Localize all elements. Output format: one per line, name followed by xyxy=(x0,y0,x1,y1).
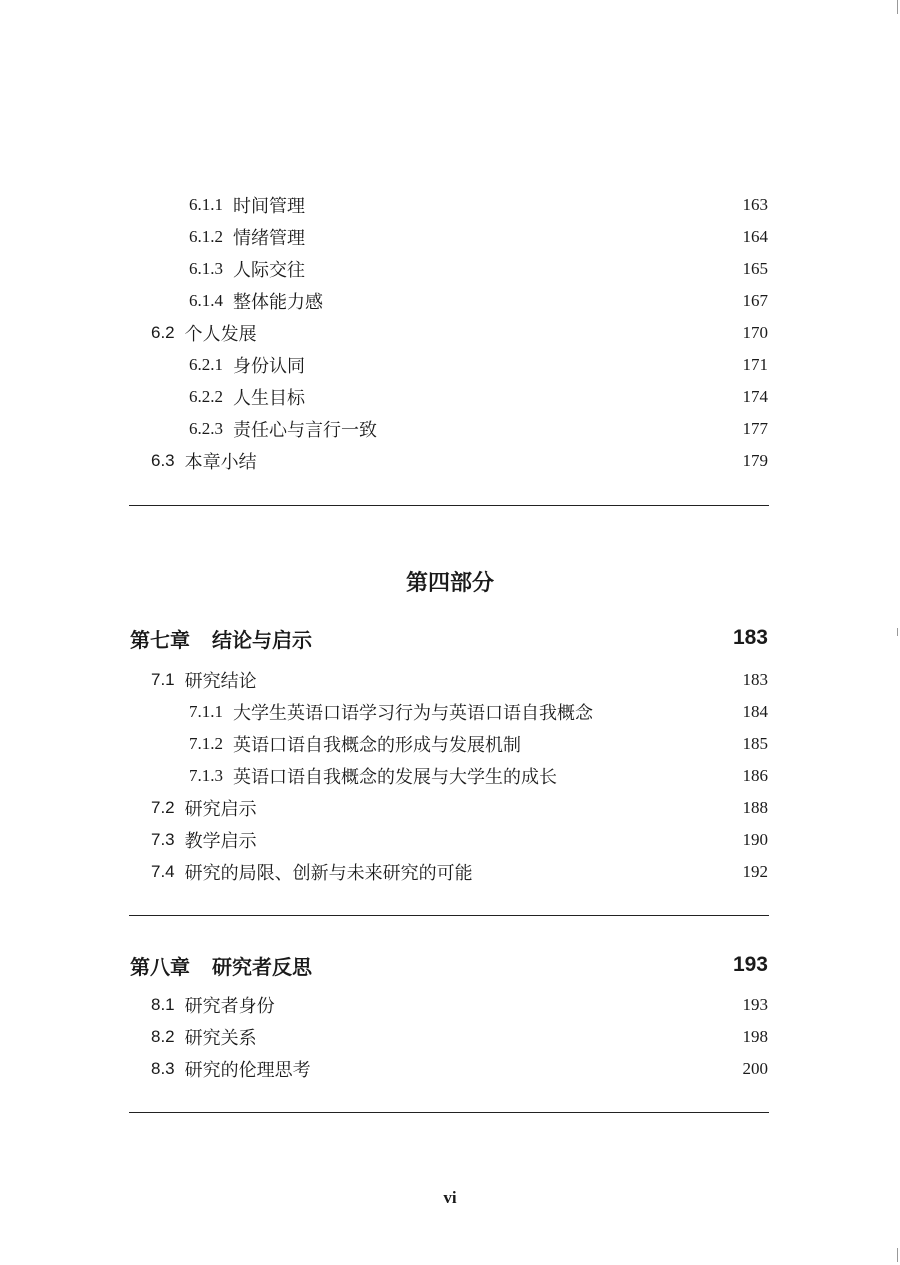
toc-entry-title: 研究结论 xyxy=(184,671,257,692)
toc-entry-page: 174 xyxy=(742,387,768,406)
toc-entry-title: 身份认同 xyxy=(233,356,305,377)
toc-entry-title: 个人发展 xyxy=(184,324,257,345)
toc-entry-number: 6.2.2 xyxy=(189,387,223,406)
section-divider xyxy=(129,1112,769,1113)
toc-entry-6-2 xyxy=(0,319,900,347)
toc-entry-6-1-3 xyxy=(0,255,900,283)
toc-entry-number: 7.1 xyxy=(151,670,175,689)
toc-entry-6-1-2 xyxy=(0,223,900,251)
toc-entry-title: 大学生英语口语学习行为与英语口语自我概念 xyxy=(233,703,593,724)
toc-entry-page: 188 xyxy=(742,798,768,817)
toc-entry-7-1-3 xyxy=(0,762,900,790)
chapter-number: 第七章 xyxy=(130,627,190,652)
toc-entry-title: 人际交往 xyxy=(233,260,305,281)
toc-entry-title: 责任心与言行一致 xyxy=(233,420,377,441)
toc-entry-title: 教学启示 xyxy=(184,831,257,852)
toc-entry-number: 7.2 xyxy=(151,798,175,817)
toc-entry-title: 本章小结 xyxy=(184,452,257,473)
toc-entry-title: 研究的伦理思考 xyxy=(184,1060,311,1081)
toc-entry-6-2-1 xyxy=(0,351,900,379)
toc-entry-7-3 xyxy=(0,826,900,854)
chapter-title: 研究者反思 xyxy=(212,954,312,979)
toc-entry-7-1 xyxy=(0,666,900,694)
toc-entry-number: 6.1.3 xyxy=(189,259,223,278)
section-divider xyxy=(129,915,769,916)
toc-entry-title: 人生目标 xyxy=(233,388,305,409)
toc-entry-page: 165 xyxy=(742,259,768,278)
toc-entry-page: 163 xyxy=(742,195,768,214)
section-divider xyxy=(129,505,769,506)
toc-entry-page: 186 xyxy=(742,766,768,785)
toc-entry-title: 研究关系 xyxy=(184,1028,257,1049)
toc-chapter-8 xyxy=(0,951,900,979)
page-number: vi xyxy=(443,1188,457,1207)
toc-entry-title: 研究启示 xyxy=(184,799,257,820)
toc-entry-number: 8.3 xyxy=(151,1059,175,1078)
toc-entry-title: 整体能力感 xyxy=(233,292,323,313)
toc-entry-7-1-2 xyxy=(0,730,900,758)
toc-entry-7-2 xyxy=(0,794,900,822)
toc-entry-page: 193 xyxy=(742,995,768,1014)
toc-entry-page: 167 xyxy=(742,291,768,310)
toc-entry-8-1 xyxy=(0,991,900,1019)
toc-entry-8-2 xyxy=(0,1023,900,1051)
toc-entry-page: 190 xyxy=(742,830,768,849)
toc-entry-title: 时间管理 xyxy=(233,196,305,217)
crop-mark xyxy=(897,0,898,14)
toc-entry-page: 164 xyxy=(742,227,768,246)
toc-entry-page: 192 xyxy=(742,862,768,881)
toc-entry-page: 170 xyxy=(742,323,768,342)
toc-entry-6-1-4 xyxy=(0,287,900,315)
toc-entry-number: 6.1.4 xyxy=(189,291,223,310)
toc-entry-8-3 xyxy=(0,1055,900,1083)
toc-entry-page: 185 xyxy=(742,734,768,753)
toc-entry-number: 7.4 xyxy=(151,862,175,881)
toc-entry-number: 6.2.3 xyxy=(189,419,223,438)
toc-entry-6-2-2 xyxy=(0,383,900,411)
toc-entry-6-3 xyxy=(0,447,900,475)
crop-mark xyxy=(897,1248,898,1262)
toc-entry-number: 7.1.2 xyxy=(189,734,223,753)
toc-entry-title: 研究的局限、创新与未来研究的可能 xyxy=(184,863,473,884)
toc-entry-number: 6.1.2 xyxy=(189,227,223,246)
toc-entry-title: 英语口语自我概念的发展与大学生的成长 xyxy=(233,767,557,788)
toc-entry-number: 7.1.3 xyxy=(189,766,223,785)
toc-entry-number: 7.3 xyxy=(151,830,175,849)
toc-entry-page: 177 xyxy=(742,419,768,438)
toc-entry-6-2-3 xyxy=(0,415,900,443)
toc-entry-page: 179 xyxy=(742,451,768,470)
toc-entry-6-1-1 xyxy=(0,191,900,219)
toc-entry-title: 情绪管理 xyxy=(233,228,305,249)
toc-entry-number: 7.1.1 xyxy=(189,702,223,721)
toc-entry-page: 184 xyxy=(742,702,768,721)
toc-entry-number: 8.2 xyxy=(151,1027,175,1046)
toc-entry-page: 171 xyxy=(742,355,768,374)
crop-mark xyxy=(897,628,898,636)
toc-entry-page: 198 xyxy=(742,1027,768,1046)
toc-entry-7-4 xyxy=(0,858,900,886)
chapter-number: 第八章 xyxy=(130,954,190,979)
toc-entry-page: 200 xyxy=(742,1059,768,1078)
toc-entry-title: 英语口语自我概念的形成与发展机制 xyxy=(233,735,521,756)
part-title: 第四部分 xyxy=(405,570,494,596)
toc-entry-number: 8.1 xyxy=(151,995,175,1014)
toc-chapter-7 xyxy=(0,624,900,652)
toc-entry-number: 6.2.1 xyxy=(189,355,223,374)
toc-entry-title: 研究者身份 xyxy=(184,996,275,1017)
toc-entry-number: 6.1.1 xyxy=(189,195,223,214)
toc-entry-7-1-1 xyxy=(0,698,900,726)
chapter-title: 结论与启示 xyxy=(212,627,312,652)
chapter-page: 183 xyxy=(732,626,768,649)
chapter-page: 193 xyxy=(732,953,768,976)
toc-entry-number: 6.3 xyxy=(151,451,175,470)
toc-entry-page: 183 xyxy=(742,670,768,689)
toc-entry-number: 6.2 xyxy=(151,323,175,342)
